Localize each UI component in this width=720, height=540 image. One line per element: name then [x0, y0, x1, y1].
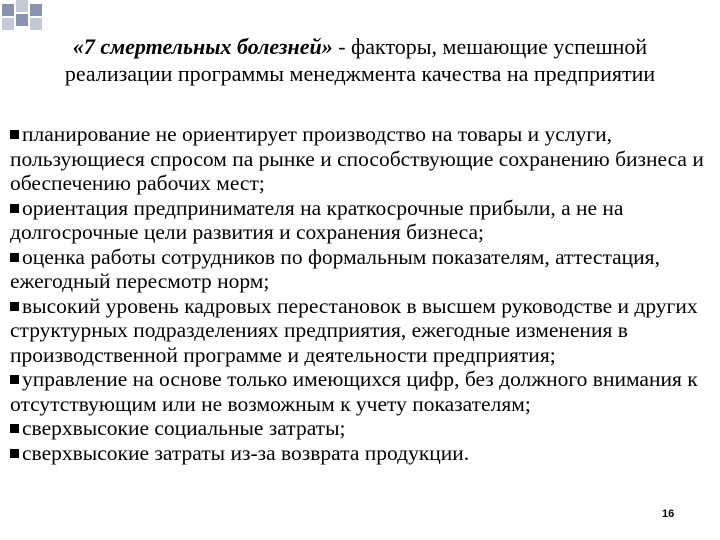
deco-square: [30, 4, 42, 16]
square-bullet-icon: [10, 449, 19, 458]
list-item: сверхвысокие социальные затраты;: [10, 416, 710, 441]
list-item: ориентация предпринимателя на краткосрочные прибыли, а не на долгосрочные цели развития и сохранения бизнеса;: [10, 195, 624, 244]
list-item: высокий уровень кадровых перестановок в высшем руководстве и других структурных подразделениях предприятия, ежегодные изменения в производственной программе и деятельности предприятия;: [10, 293, 698, 367]
slide-title: [40, 33, 680, 87]
square-bullet-icon: [10, 204, 19, 213]
square-bullet-icon: [10, 130, 19, 139]
list-item: планирование не ориентирует производство на товары и услуги, пользующиеся спросом па рынке и способствующие сохранению бизнеса и обеспечению рабочих мест;: [10, 122, 704, 195]
deco-square: [2, 4, 14, 16]
list-item: сверхвысокие затраты из-за возврата продукции.: [10, 441, 710, 466]
list-item: оценка работы сотрудников по формальным показателям, аттестация, ежегодный пересмотр норм;: [10, 244, 660, 293]
square-bullet-icon: [10, 424, 19, 433]
deco-square: [2, 18, 14, 30]
title-text: - факторы, мешающие успешной реализации программы менеджмента качества на предприятии: [64, 34, 656, 86]
square-bullet-icon: [10, 253, 19, 262]
list-item: управление на основе только имеющихся цифр, без должного внимания к отсутствующим или не возможным к учету показателям;: [10, 367, 698, 416]
page-number: 16: [662, 508, 675, 520]
bullet-list: [10, 122, 710, 465]
square-bullet-icon: [10, 375, 19, 384]
deco-square: [30, 18, 42, 30]
deco-square: [16, 14, 28, 26]
square-bullet-icon: [10, 302, 19, 311]
deco-square: [16, 0, 28, 12]
title-emphasis: «7 смертельных болезней»: [72, 34, 333, 59]
